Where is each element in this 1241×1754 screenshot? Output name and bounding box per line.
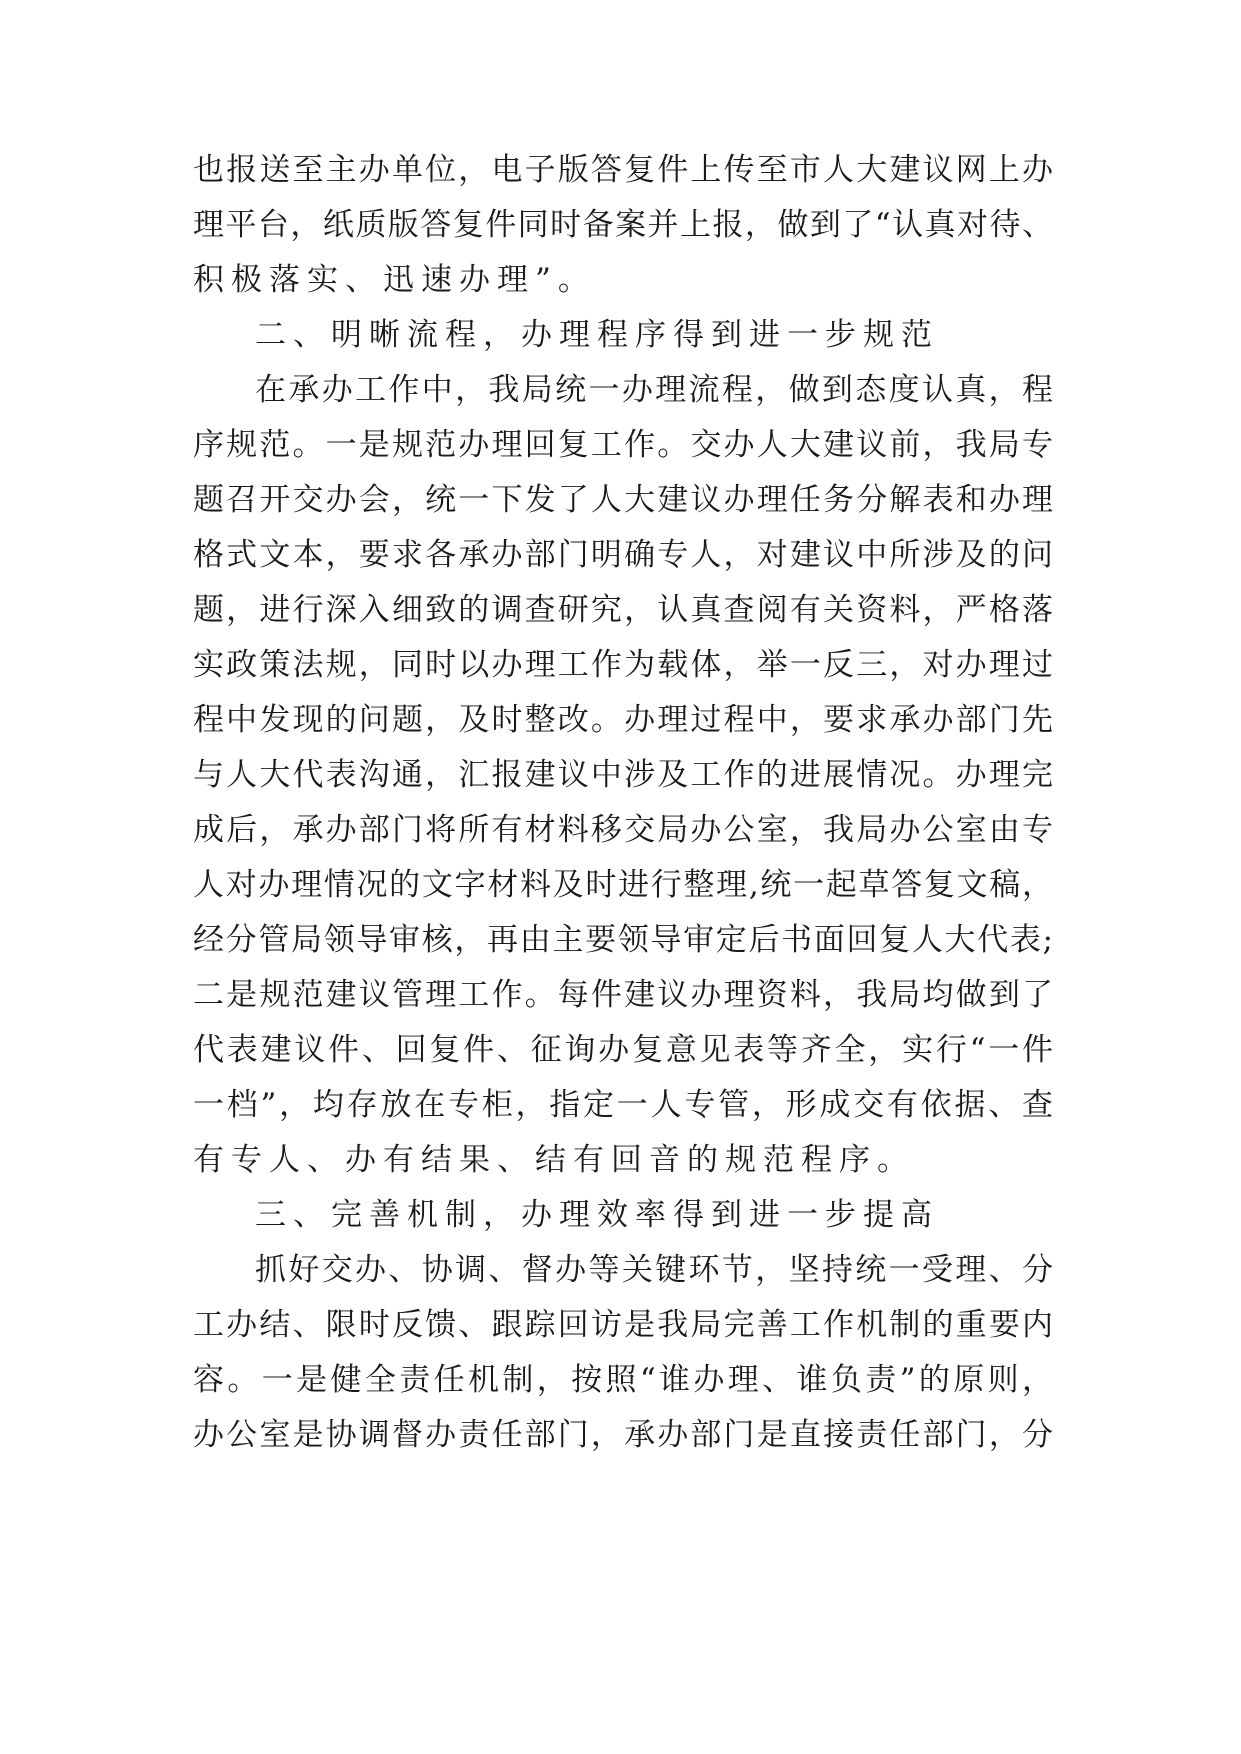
text-line: 成后，承办部门将所有材料移交局办公室，我局办公室由专 [193,812,1053,848]
text-line: 工办结、限时反馈、跟踪回访是我局完善工作机制的重要内 [193,1307,1053,1343]
text-line: 与人大代表沟通，汇报建议中涉及工作的进展情况。办理完 [193,757,1053,793]
text-line: 办公室是协调督办责任部门，承办部门是直接责任部门，分 [193,1417,1053,1453]
text-line: 人对办理情况的文字材料及时进行整理,统一起草答复文稿， [193,867,1053,903]
text-line: 抓好交办、协调、督办等关键环节，坚持统一受理、分 [255,1252,1053,1288]
text-line: 二是规范建议管理工作。每件建议办理资料，我局均做到了 [193,977,1053,1013]
text-line: 理平台，纸质版答复件同时备案并上报，做到了“认真对待、 [193,207,1053,243]
text-line: 积极落实、迅速办理”。 [193,262,596,298]
text-line: 也报送至主办单位，电子版答复件上传至市人大建议网上办 [193,152,1053,188]
text-line: 容。一是健全责任机制，按照“谁办理、谁负责”的原则， [193,1362,1053,1398]
text-line: 题，进行深入细致的调查研究，认真查阅有关资料，严格落 [193,592,1053,628]
text-line: 格式文本，要求各承办部门明确专人，对建议中所涉及的问 [193,537,1053,573]
text-line: 代表建议件、回复件、征询办复意见表等齐全，实行“一件 [193,1032,1053,1068]
text-line: 有专人、办有结果、结有回音的规范程序。 [193,1142,915,1178]
text-line: 题召开交办会，统一下发了人大建议办理任务分解表和办理 [193,482,1053,518]
text-line: 序规范。一是规范办理回复工作。交办人大建议前，我局专 [193,427,1053,463]
text-line: 实政策法规，同时以办理工作为载体，举一反三，对办理过 [193,647,1053,683]
text-line: 一档”，均存放在专柜，指定一人专管，形成交有依据、查 [193,1087,1053,1123]
section-heading: 二、明晰流程，办理程序得到进一步规范 [255,317,939,353]
section-heading: 三、完善机制，办理效率得到进一步提高 [255,1197,939,1233]
text-line: 在承办工作中，我局统一办理流程，做到态度认真，程 [255,372,1053,408]
text-line: 经分管局领导审核，再由主要领导审定后书面回复人大代表; [193,922,1053,958]
text-line: 程中发现的问题，及时整改。办理过程中，要求承办部门先 [193,702,1053,738]
